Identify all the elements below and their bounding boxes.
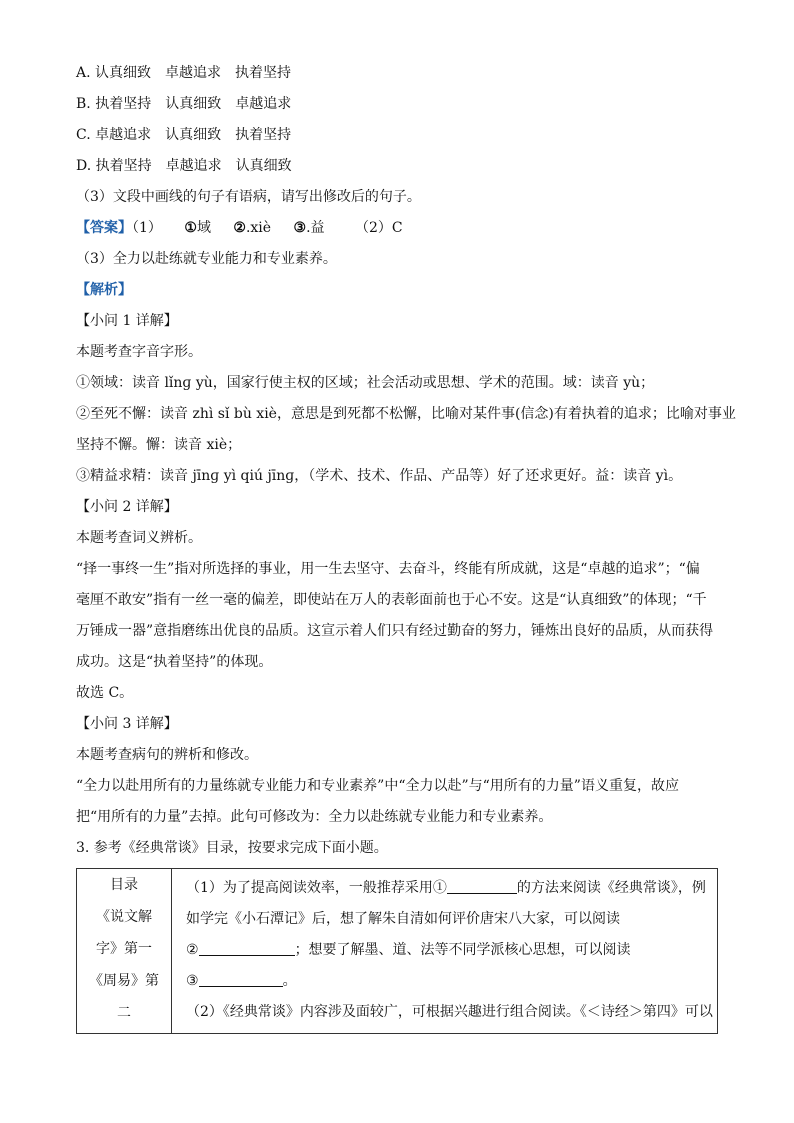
question-3-stem: 3. 参考《经典常谈》目录，按要求完成下面小题。	[76, 840, 388, 856]
toc-entry: 二	[117, 1005, 131, 1021]
sub2-para-line: 毫厘不敢安”指有一丝一毫的偏差，即使站在万人的表彰面前也于心不安。这是“认真细致”的体现；“千	[76, 592, 707, 608]
option-a: A. 认真细致 卓越追求 执着坚持	[76, 65, 292, 81]
option-c: C. 卓越追求 认真细致 执着坚持	[76, 127, 292, 143]
sub2-para-line: “择一事终一生”指对所选择的事业，用一生去坚守、去奋斗，终能有所成就，这是“卓越的追求”；“偏	[76, 561, 700, 577]
document-body	[76, 58, 736, 864]
toc-entry: 字》第一	[96, 941, 152, 957]
q-line-3-post: ；想要了解墨、道、法等不同学派核心思想，可以阅读	[294, 942, 631, 958]
answer-circle-2: ②	[233, 220, 246, 236]
sub1-line: ②至死不懈：读音 zhì sǐ bù xiè，意思是到死都不松懈，比喻对某件事(信念)有着执着的追求；比喻对事业	[76, 406, 736, 422]
answer-item-1: 域	[196, 220, 211, 236]
sub2-para-line: 成功。这是“执着坚持”的体现。	[76, 654, 273, 670]
answer-part2: （2）C	[354, 220, 403, 236]
answer-item-2: .xiè	[245, 220, 272, 236]
sub2-conclusion: 故选 C。	[76, 685, 134, 701]
sub1-line: ③精益求精：读音 jīnɡ yì qiú jīnɡ，（学术、技术、作品、产品等）好了还求更好。益：读音 yì。	[76, 468, 683, 484]
q-line-2: 如学完《小石潭记》后，想了解朱自清如何评价唐宋八大家，可以阅读	[186, 911, 620, 927]
sub3-intro: 本题考查病句的辨析和修改。	[76, 747, 258, 763]
q-line-4-pre: ③	[186, 973, 199, 989]
question-content-column	[172, 869, 718, 1034]
q-line-4	[186, 966, 707, 997]
answer-label: 【答案】	[76, 220, 132, 236]
toc-column	[77, 869, 172, 1034]
sub1-line: ①领域：读音 lǐnɡ yù，国家行使主权的区域；社会活动或思想、学术的范围。域：读音 yù；	[76, 375, 655, 391]
q-line-1-pre: （1）为了提高阅读效率，一般推荐采用①	[186, 880, 447, 896]
q-line-5: （2）《经典常谈》内容涉及面较广，可根据兴趣进行组合阅读。《＜诗经＞第四》可以	[186, 1004, 713, 1020]
toc-entry: 《周易》第	[89, 973, 159, 989]
sub3-para-line: 把“用所有的力量”去掉。此句可修改为：全力以赴练就专业能力和专业素养。	[76, 809, 553, 825]
question-3-prompt: （3）文段中画线的句子有语病，请写出修改后的句子。	[76, 189, 421, 205]
toc-table	[76, 868, 718, 1034]
answer-blank-1[interactable]	[447, 879, 517, 894]
q-line-1-post: 的方法来阅读《经典常谈》，例	[516, 880, 706, 896]
answer-line	[76, 213, 718, 244]
sub2-title: 【小问 2 详解】	[76, 499, 178, 515]
toc-entry: 《说文解	[96, 909, 152, 925]
q-line-4-post: 。	[282, 973, 297, 989]
toc-heading: 目录	[110, 877, 138, 893]
answer-circle-3: ③	[293, 220, 307, 236]
sub2-intro: 本题考查词义辨析。	[76, 530, 202, 546]
answer-part3: （3）全力以赴练就专业能力和专业素养。	[76, 251, 337, 267]
answer-circle-1: ①	[184, 220, 197, 236]
option-b: B. 执着坚持 认真细致 卓越追求	[76, 96, 292, 112]
option-d: D. 执着坚持 卓越追求 认真细致	[76, 158, 292, 174]
answer-item-3: .益	[306, 220, 325, 236]
answer-blank-3[interactable]	[199, 972, 283, 987]
q-line-3	[186, 935, 707, 966]
sub3-para-line: “全力以赴用所有的力量练就专业能力和专业素养”中“全力以赴”与“用所有的力量”语义重复，故应	[76, 778, 679, 794]
answer-blank-2[interactable]	[199, 941, 295, 956]
sub1-title: 【小问 1 详解】	[76, 313, 178, 329]
sub3-title: 【小问 3 详解】	[76, 716, 178, 732]
answer-part1: （1）	[132, 220, 162, 236]
q-line-3-pre: ②	[186, 942, 199, 958]
analysis-label: 【解析】	[76, 282, 132, 298]
sub2-para-line: 万锤成一器”意指磨练出优良的品质。这宣示着人们只有经过勤奋的努力，锤炼出良好的品质，从而获得	[76, 623, 714, 639]
sub1-line: 本题考查字音字形。	[76, 344, 202, 360]
q-line-1	[186, 873, 707, 904]
sub1-line: 坚持不懈。懈：读音 xiè；	[76, 437, 242, 453]
